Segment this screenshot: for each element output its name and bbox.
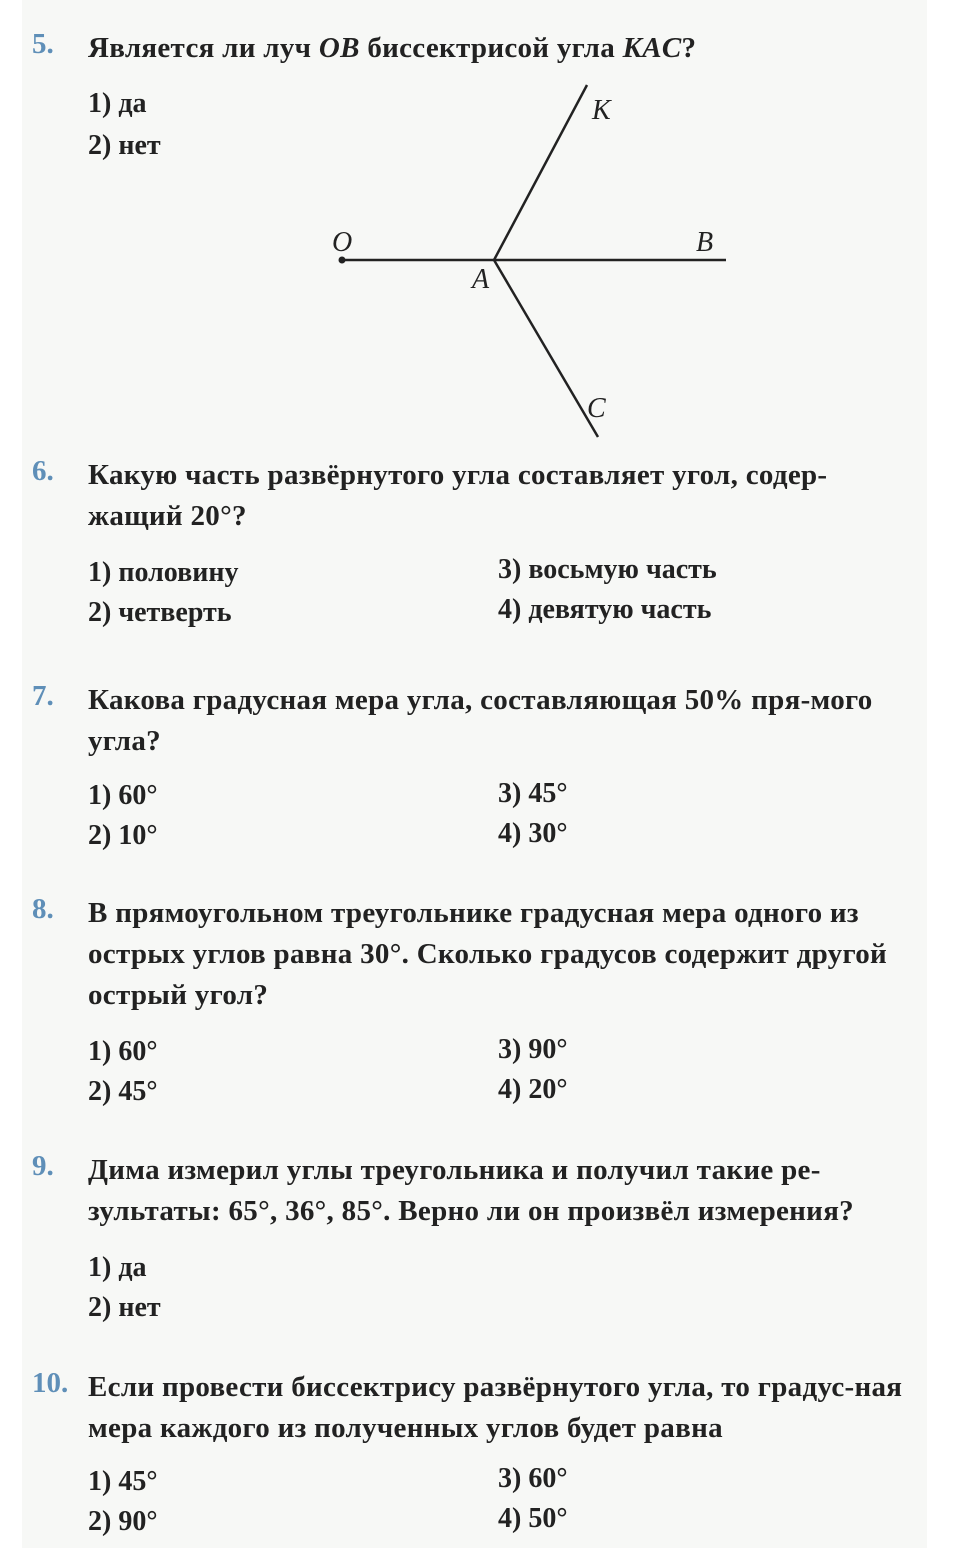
answer-option[interactable]: 4) 20°	[498, 1074, 568, 1105]
angle-figure	[312, 75, 772, 445]
answer-option[interactable]: 2) 10°	[88, 820, 158, 851]
ray-ac	[494, 260, 598, 437]
answer-option[interactable]: 3) 90°	[498, 1034, 568, 1065]
question-number: 6.	[32, 455, 54, 487]
question-text: Дима измерил углы треугольника и получил такие ре-зультаты: 65°, 36°, 85°. Верно ли он произвёл измерения?	[88, 1154, 854, 1227]
question-number: 7.	[32, 680, 54, 712]
label-a: A	[472, 264, 490, 295]
answer-option[interactable]: 2) четверть	[88, 597, 232, 628]
answer-option[interactable]: 3) восьмую часть	[498, 554, 717, 585]
worksheet-page	[22, 0, 927, 1548]
answer-option[interactable]: 1) да	[88, 88, 147, 119]
label-b: B	[696, 227, 714, 258]
answer-option[interactable]: 4) 30°	[498, 818, 568, 849]
answer-option[interactable]: 3) 45°	[498, 778, 568, 809]
question-number: 8.	[32, 893, 54, 925]
ray-ak	[494, 85, 587, 260]
answer-option[interactable]: 2) нет	[88, 130, 161, 161]
question-text: Какую часть развёрнутого угла составляет угол, содер-жащий 20°?	[88, 459, 828, 532]
answer-option[interactable]: 2) 45°	[88, 1076, 158, 1107]
question-number: 10.	[32, 1367, 69, 1399]
label-c: C	[587, 393, 606, 424]
answer-option[interactable]: 1) половину	[88, 557, 239, 588]
question-text: Является ли луч OB биссектрисой угла KAC?	[88, 32, 697, 64]
question-text: Если провести биссектрису развёрнутого угла, то градус-ная мера каждого из полученных углов будет равна	[88, 1371, 903, 1444]
question-text: В прямоугольном треугольнике градусная мера одного из острых углов равна 30°. Сколько градусов содержит другой острый угол?	[88, 897, 888, 1011]
answer-option[interactable]: 2) 90°	[88, 1506, 158, 1537]
answer-option[interactable]: 4) девятую часть	[498, 594, 712, 625]
answer-option[interactable]: 3) 60°	[498, 1463, 568, 1494]
answer-option[interactable]: 1) 60°	[88, 780, 158, 811]
label-o: O	[332, 227, 353, 258]
answer-option[interactable]: 2) нет	[88, 1292, 161, 1323]
label-k: K	[592, 95, 611, 126]
answer-option[interactable]: 4) 50°	[498, 1503, 568, 1534]
answer-option[interactable]: 1) да	[88, 1252, 147, 1283]
question-text: Какова градусная мера угла, составляющая 50% пря-мого угла?	[88, 684, 873, 757]
question-number: 5.	[32, 28, 54, 60]
answer-option[interactable]: 1) 45°	[88, 1466, 158, 1497]
question-number: 9.	[32, 1150, 54, 1182]
answer-option[interactable]: 1) 60°	[88, 1036, 158, 1067]
